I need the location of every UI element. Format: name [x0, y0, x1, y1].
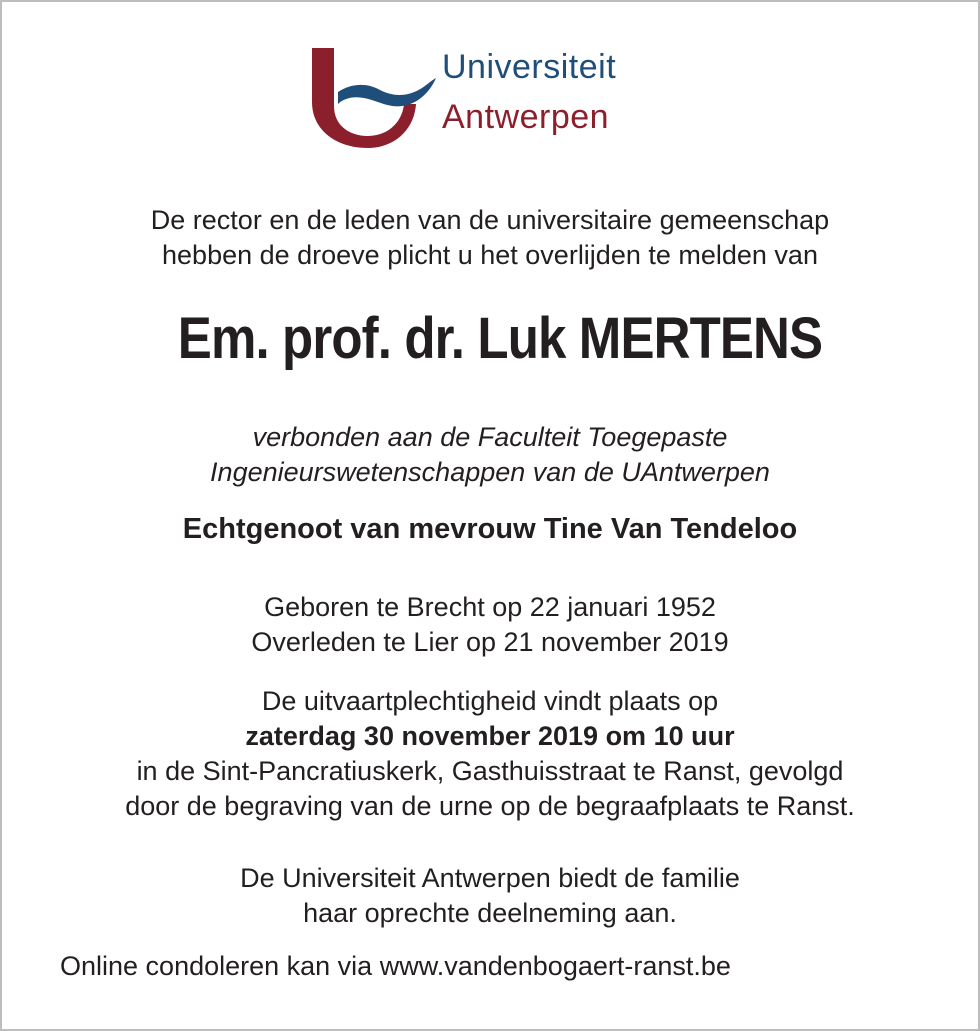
- university-logo: [310, 44, 670, 148]
- faculty-line-1: verbonden aan de Faculteit Toegepaste: [252, 422, 728, 452]
- condolence-line-1: De Universiteit Antwerpen biedt de familie: [240, 863, 740, 893]
- online-condolence: Online condoleren kan via www.vandenbogaert-ranst.be: [60, 951, 731, 981]
- funeral-line-1: De uitvaartplechtigheid vindt plaats op: [261, 686, 719, 716]
- intro-line-1: De rector en de leden van de universitaire gemeenschap: [150, 205, 830, 235]
- faculty-text: [0, 420, 980, 490]
- funeral-line-3: in de Sint-Pancratiuskerk, Gasthuisstraat te Ranst, gevolgd: [136, 756, 844, 786]
- deceased-name: Em. prof. dr. Luk MERTENS: [177, 306, 823, 371]
- spouse-text: Echtgenoot van mevrouw Tine Van Tendeloo: [182, 513, 798, 545]
- faculty-line-2: Ingenieurswetenschappen van de UAntwerpen: [210, 457, 770, 487]
- death-line: Overleden te Lier op 21 november 2019: [251, 627, 729, 657]
- logo-text-universiteit: Universiteit: [442, 48, 617, 86]
- university-logo-mark: [310, 44, 440, 148]
- intro-text: [0, 203, 980, 273]
- funeral-line-4: door de begraving van de urne op de begraafplaats te Ranst.: [125, 791, 855, 821]
- intro-line-2: hebben de droeve plicht u het overlijden te melden van: [162, 240, 818, 270]
- funeral-date-bold: zaterdag 30 november 2019 om 10 uur: [245, 721, 735, 751]
- logo-text-antwerpen: Antwerpen: [442, 98, 610, 136]
- condolence-text: [0, 861, 980, 931]
- funeral-details: [0, 684, 980, 824]
- condolence-line-2: haar oprechte deelneming aan.: [303, 898, 677, 928]
- birth-line: Geboren te Brecht op 22 januari 1952: [264, 592, 716, 622]
- life-dates: [0, 590, 980, 660]
- funeral-date: [0, 719, 980, 754]
